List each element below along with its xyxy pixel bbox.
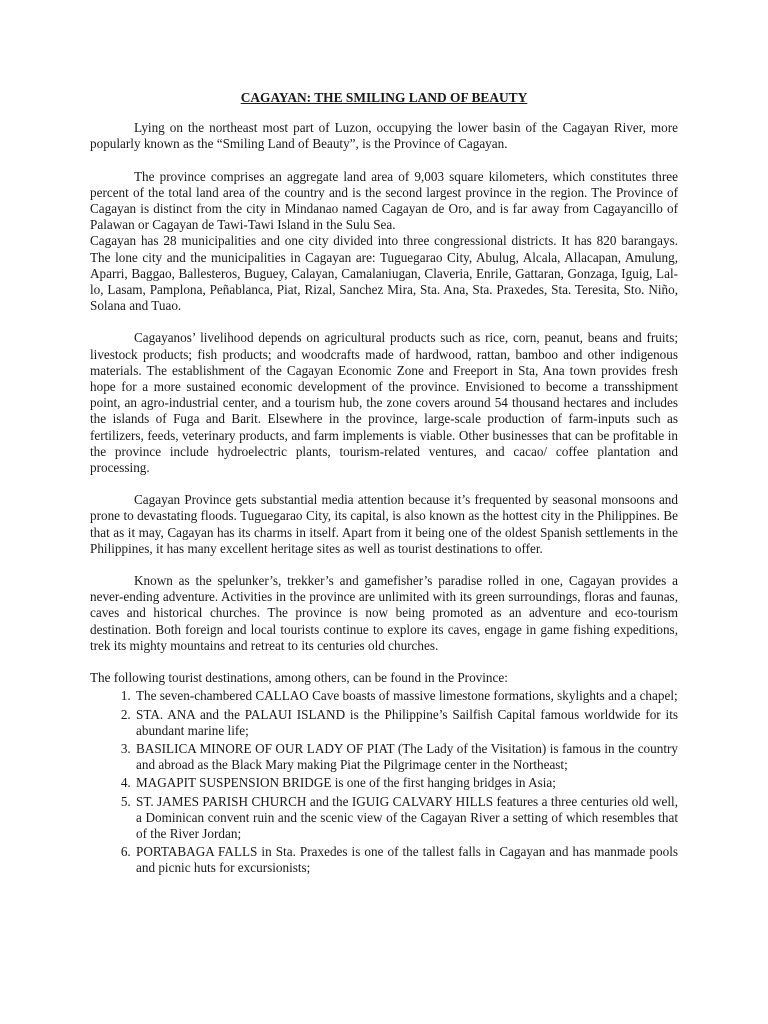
paragraph-adventure: Known as the spelunker’s, trekker’s and gamefisher’s paradise rolled in one, Cagayan provides a never-ending adventure. Activities in the province are unlimited with its green surroundings, floras and faunas, caves and historical churches. The province is now being promoted as an adventure and eco-tourism destination. Both foreign and local tourists continue to explore its caves, engage in game fishing expeditions, trek its mighty mountains and retreat to its centuries old churches.: [90, 573, 678, 653]
list-item: 2. STA. ANA and the PALAUI ISLAND is the Philippine’s Sailfish Capital famous worldwide for its abundant marine life;: [134, 707, 678, 739]
list-item: 4. MAGAPIT SUSPENSION BRIDGE is one of the first hanging bridges in Asia;: [134, 775, 678, 791]
list-item: 5. ST. JAMES PARISH CHURCH and the IGUIG CALVARY HILLS features a three centuries old well, a Dominican convent ruin and the scenic view of the Cagayan River a setting of which resembles that of the River Jordan;: [134, 794, 678, 843]
paragraph-gap: [90, 314, 678, 330]
paragraph-media-attention: Cagayan Province gets substantial media attention because it’s frequented by seasonal monsoons and prone to devastating floods. Tuguegarao City, its capital, is also known as the hottest city in the Philippines. Be that as it may, Cagayan has its charms in itself. Apart from it being one of the oldest Spanish settlements in the Philippines, it has many excellent heritage sites as well as tourist destinations to offer.: [90, 492, 678, 556]
paragraph-gap: [90, 153, 678, 169]
list-item: 1. The seven-chambered CALLAO Cave boasts of massive limestone formations, skylights and a chapel;: [134, 688, 678, 704]
paragraph-gap: [90, 476, 678, 492]
paragraph-livelihood: Cagayanos’ livelihood depends on agricultural products such as rice, corn, peanut, beans and fruits; livestock products; fish products; and woodcrafts made of hardwood, rattan, bamboo and other indigenous materials. The establishment of the Cagayan Economic Zone and Freeport in Sta, Ana town provides fresh hope for a more sustained economic development of the province. Envisioned to become a transshipment point, an agro-industrial center, and a tourism hub, the zone covers around 54 thousand hectares and includes the islands of Fuga and Barit. Elsewhere in the province, large-scale production of farm-inputs such as fertilizers, feeds, veterinary products, and farm implements is viable. Other businesses that can be profitable in the province include hydroelectric plants, tourism-related ventures, and cacao/ coffee plantation and processing.: [90, 330, 678, 476]
document-title: CAGAYAN: THE SMILING LAND OF BEAUTY: [240, 90, 528, 105]
list-item: 6. PORTABAGA FALLS in Sta. Praxedes is one of the tallest falls in Cagayan and has manmade pools and picnic huts for excursionists;: [134, 844, 678, 876]
document-page: [90, 90, 678, 879]
paragraph-municipalities: Cagayan has 28 municipalities and one city divided into three congressional districts. It has 820 barangays. The lone city and the municipalities in Cagayan are: Tuguegarao City, Abulug, Alcala, Allacapan, Amulung, Aparri, Baggao, Ballesteros, Buguey, Calayan, Camalaniugan, Claveria, Enrile, Gattaran, Gonzaga, Iguig, Lal-lo, Lasam, Pamplona, Peñablanca, Piat, Rizal, Sanchez Mira, Sta. Ana, Sta. Praxedes, Sta. Teresita, Sto. Niño, Solana and Tuao.: [90, 233, 678, 314]
destination-list: [90, 688, 678, 876]
list-item: 3. BASILICA MINORE OF OUR LADY OF PIAT (The Lady of the Visitation) is famous in the country and abroad as the Black Mary making Piat the Pilgrimage center in the Northeast;: [134, 741, 678, 773]
paragraph-gap: [90, 557, 678, 573]
paragraph-intro: Lying on the northeast most part of Luzon, occupying the lower basin of the Cagayan River, more popularly known as the “Smiling Land of Beauty”, is the Province of Cagayan.: [90, 120, 678, 152]
paragraph-land-area: The province comprises an aggregate land area of 9,003 square kilometers, which constitutes three percent of the total land area of the country and is the second largest province in the region. The Province of Cagayan is distinct from the city in Mindanao named Cagayan de Oro, and is far away from Cagayancillo of Palawan or Cagayan de Tawi-Tawi Island in the Sulu Sea.: [90, 168, 678, 233]
paragraph-gap: [90, 654, 678, 670]
list-intro: The following tourist destinations, among others, can be found in the Province:: [90, 670, 508, 686]
